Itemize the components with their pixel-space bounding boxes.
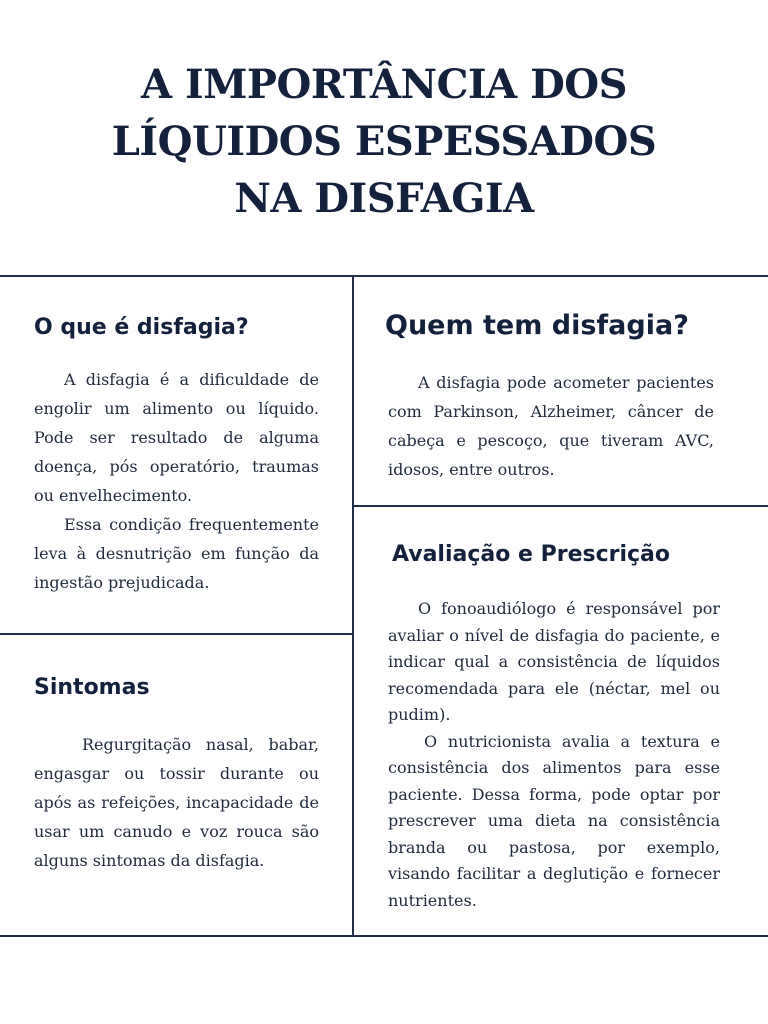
what-is-paragraph-1: A disfagia é a dificuldade de engolir um alimento ou líquido. Pode ser resultado de alguma doença, pós operatório, traumas ou envelhecimento. (34, 370, 319, 505)
evaluation-paragraph-2: O nutricionista avalia a textura e consistência dos alimentos para esse paciente. Dessa forma, pode optar por prescrever uma dieta na consistência branda ou pastosa, por exemplo, visando facilitar a deglutição e fornecer nutrientes. (388, 731, 720, 910)
section-heading-symptoms: Sintomas (34, 675, 150, 700)
divider-left-middle (0, 633, 353, 635)
what-is-paragraph-2: Essa condição frequentemente leva à desnutrição em função da ingestão prejudicada. (34, 515, 319, 592)
title-line-1: A IMPORTÂNCIA DOS (140, 61, 627, 108)
evaluation-paragraph-1: O fonoaudiólogo é responsável por avaliar o nível de disfagia do paciente, e indicar qual a consistência de líquidos recomendada para ele (néctar, mel ou pudim). (388, 599, 720, 724)
title-line-3: NA DISFAGIA (234, 175, 534, 222)
divider-vertical (352, 276, 354, 937)
section-body-symptoms (34, 730, 319, 875)
divider-bottom (0, 935, 768, 937)
who-has-paragraph-1: A disfagia pode acometer pacientes com Parkinson, Alzheimer, câncer de cabeça e pescoço, que tiveram AVC, idosos, entre outros. (388, 373, 714, 479)
section-body-who-has (388, 368, 714, 484)
divider-right-middle (353, 505, 768, 507)
symptoms-paragraph-1: Regurgitação nasal, babar, engasgar ou tossir durante ou após as refeições, incapacidade de usar um canudo e voz rouca são alguns sintomas da disfagia. (34, 735, 319, 870)
section-body-evaluation (388, 596, 720, 914)
section-body-what-is (34, 365, 319, 597)
section-heading-who-has: Quem tem disfagia? (385, 310, 689, 341)
title-line-2: LÍQUIDOS ESPESSADOS (111, 118, 657, 165)
section-heading-evaluation: Avaliação e Prescrição (392, 542, 671, 567)
divider-top (0, 275, 768, 277)
section-heading-what-is: O que é disfagia? (34, 315, 249, 340)
page-title (0, 56, 768, 227)
